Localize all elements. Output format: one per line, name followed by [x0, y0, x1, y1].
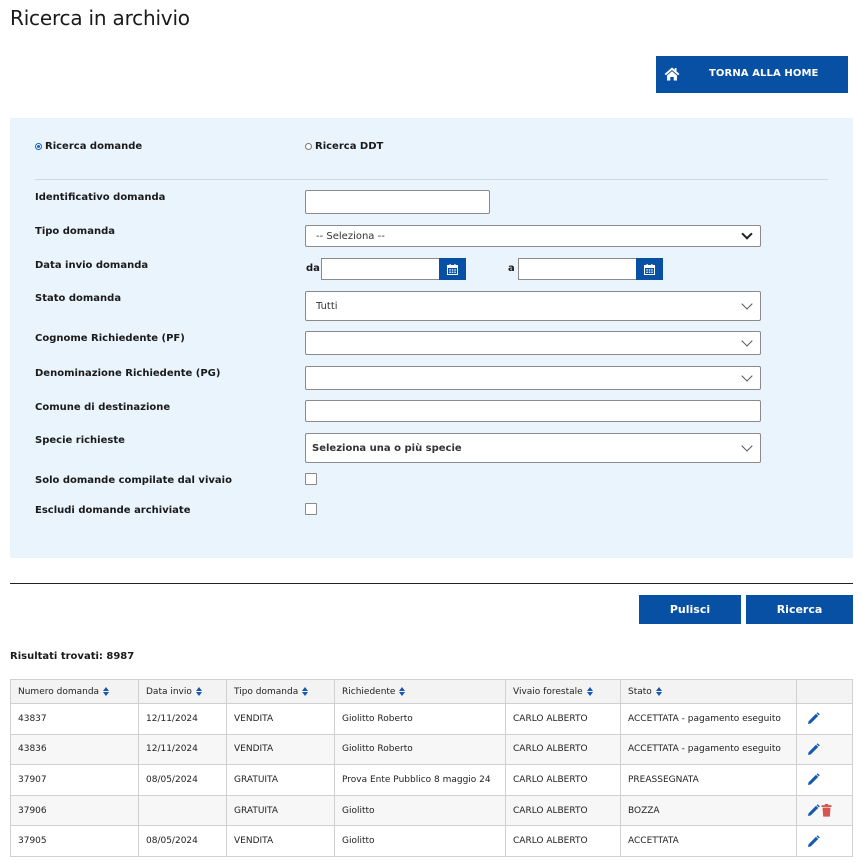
col-numero-domanda[interactable] — [11, 680, 139, 704]
data-a-calendar-button[interactable] — [636, 258, 663, 280]
cognome-label: Cognome Richiedente (PF) — [35, 333, 185, 344]
col-tipo-domanda[interactable] — [227, 680, 335, 704]
cell-richiedente: Prova Ente Pubblico 8 maggio 24 — [335, 765, 506, 796]
table-row — [11, 795, 853, 826]
cell-data: 08/05/2024 — [139, 826, 227, 857]
chevron-down-icon — [741, 440, 752, 451]
cell-tipo: GRATUITA — [227, 765, 335, 796]
col-label: Stato — [628, 686, 652, 697]
cell-numero: 43837 — [11, 704, 139, 735]
cell-richiedente: Giolitto Roberto — [335, 734, 506, 765]
denominazione-label: Denominazione Richiedente (PG) — [35, 368, 221, 379]
data-da-label: da — [306, 263, 320, 274]
specie-select[interactable] — [305, 433, 761, 463]
cell-actions — [797, 765, 853, 796]
cell-richiedente: Giolitto — [335, 826, 506, 857]
chevron-down-icon — [741, 298, 752, 309]
table-header-row — [11, 680, 853, 704]
cell-richiedente: Giolitto — [335, 795, 506, 826]
home-button[interactable] — [656, 56, 848, 93]
specie-value: Seleziona una o più specie — [312, 442, 462, 454]
col-label: Tipo domanda — [234, 686, 299, 697]
sort-icon — [587, 687, 594, 696]
cell-actions — [797, 826, 853, 857]
cell-stato: ACCETTATA — [621, 826, 797, 857]
cell-tipo: VENDITA — [227, 734, 335, 765]
cognome-select[interactable] — [305, 331, 761, 355]
specie-label: Specie richieste — [35, 435, 125, 446]
col-label: Vivaio forestale — [513, 686, 583, 697]
cell-tipo: VENDITA — [227, 704, 335, 735]
col-vivaio-forestale[interactable] — [506, 680, 621, 704]
sort-icon — [656, 687, 663, 696]
col-label: Numero domanda — [18, 686, 100, 697]
data-a-label: a — [508, 263, 515, 274]
cell-vivaio: CARLO ALBERTO — [506, 704, 621, 735]
search-panel — [10, 118, 853, 558]
edit-icon[interactable] — [807, 743, 820, 756]
cell-actions — [797, 734, 853, 765]
cell-numero: 37906 — [11, 795, 139, 826]
chevron-down-icon — [741, 335, 752, 346]
calendar-icon — [447, 264, 458, 275]
table-row — [11, 826, 853, 857]
cell-numero: 37905 — [11, 826, 139, 857]
table-row — [11, 765, 853, 796]
home-button-label: TORNA ALLA HOME — [709, 68, 819, 79]
radio-ricerca-domande[interactable] — [35, 141, 142, 152]
cell-tipo: GRATUITA — [227, 795, 335, 826]
delete-icon[interactable] — [820, 804, 833, 817]
results-table — [10, 679, 853, 857]
solo-vivaio-checkbox[interactable] — [305, 473, 317, 485]
cell-vivaio: CARLO ALBERTO — [506, 765, 621, 796]
chevron-down-icon — [741, 370, 752, 381]
col-data-invio[interactable] — [139, 680, 227, 704]
cell-vivaio: CARLO ALBERTO — [506, 826, 621, 857]
cell-data: 12/11/2024 — [139, 704, 227, 735]
tipo-domanda-value: -- Seleziona -- — [316, 230, 385, 242]
data-a-input[interactable] — [518, 258, 637, 280]
cell-stato: BOZZA — [621, 795, 797, 826]
cell-tipo: VENDITA — [227, 826, 335, 857]
cell-richiedente: Giolitto Roberto — [335, 704, 506, 735]
page-title: Ricerca in archivio — [10, 6, 190, 30]
divider — [35, 179, 828, 180]
data-da-calendar-button[interactable] — [439, 258, 466, 280]
radio-ricerca-ddt[interactable] — [305, 141, 383, 152]
cell-data: 12/11/2024 — [139, 734, 227, 765]
identificativo-label: Identificativo domanda — [35, 192, 166, 203]
section-divider — [10, 583, 853, 584]
radio-ricerca-ddt-label: Ricerca DDT — [315, 141, 384, 152]
cell-actions — [797, 704, 853, 735]
results-count: Risultati trovati: 8987 — [10, 651, 135, 662]
stato-domanda-label: Stato domanda — [35, 293, 122, 304]
calendar-icon — [644, 264, 655, 275]
table-row — [11, 704, 853, 735]
cell-numero: 37907 — [11, 765, 139, 796]
radio-unselected-icon — [305, 143, 312, 150]
cell-data: 08/05/2024 — [139, 765, 227, 796]
escludi-archiviate-checkbox[interactable] — [305, 503, 317, 515]
pulisci-button[interactable]: Pulisci — [639, 595, 741, 624]
identificativo-input[interactable] — [305, 190, 490, 214]
cell-vivaio: CARLO ALBERTO — [506, 734, 621, 765]
sort-icon — [302, 687, 309, 696]
home-icon — [664, 67, 680, 81]
table-row — [11, 734, 853, 765]
comune-input[interactable] — [305, 400, 761, 422]
cell-actions — [797, 795, 853, 826]
sort-icon — [103, 687, 110, 696]
chevron-down-icon — [741, 228, 752, 239]
sort-icon — [196, 687, 203, 696]
solo-vivaio-label: Solo domande compilate dal vivaio — [35, 475, 232, 486]
col-stato[interactable] — [621, 680, 797, 704]
comune-label: Comune di destinazione — [35, 402, 171, 413]
data-da-input[interactable] — [321, 258, 440, 280]
col-label: Richiedente — [342, 686, 396, 697]
sort-icon — [399, 687, 406, 696]
stato-domanda-value: Tutti — [316, 300, 338, 312]
cell-stato: PREASSEGNATA — [621, 765, 797, 796]
stato-domanda-select[interactable] — [305, 291, 761, 321]
data-invio-label: Data invio domanda — [35, 260, 149, 271]
edit-icon[interactable] — [807, 712, 820, 725]
escludi-archiviate-label: Escludi domande archiviate — [35, 505, 191, 516]
edit-icon[interactable] — [807, 835, 820, 848]
denominazione-select[interactable] — [305, 366, 761, 390]
cell-data — [139, 795, 227, 826]
edit-icon[interactable] — [807, 773, 820, 786]
cell-stato: ACCETTATA - pagamento eseguito — [621, 734, 797, 765]
edit-icon[interactable] — [807, 804, 820, 817]
tipo-domanda-select[interactable] — [305, 225, 761, 247]
cell-stato: ACCETTATA - pagamento eseguito — [621, 704, 797, 735]
tipo-domanda-label: Tipo domanda — [35, 226, 115, 237]
ricerca-button[interactable]: Ricerca — [746, 595, 853, 624]
col-label: Data invio — [146, 686, 192, 697]
cell-vivaio: CARLO ALBERTO — [506, 795, 621, 826]
radio-selected-icon — [35, 143, 42, 150]
col-azioni — [797, 680, 853, 704]
radio-ricerca-domande-label: Ricerca domande — [45, 141, 143, 152]
cell-numero: 43836 — [11, 734, 139, 765]
col-richiedente[interactable] — [335, 680, 506, 704]
